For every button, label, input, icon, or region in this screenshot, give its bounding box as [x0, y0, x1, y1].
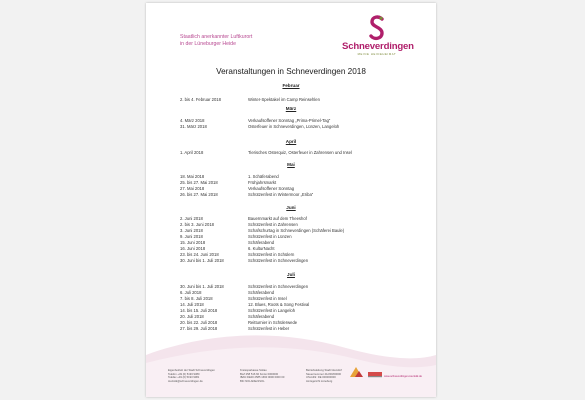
event-name: Schützenfest in Zahrensen	[248, 222, 298, 227]
tagline-line-1: Staatlich anerkannter Luftkurort	[180, 34, 253, 40]
footer-line: Kreissparkasse Soltau	[240, 369, 267, 372]
event-date: 27. bis 29. Juli 2018	[180, 326, 218, 331]
tagline-line-2: in der Lüneburger Heide	[180, 40, 236, 47]
event-name: Schäferabend	[248, 290, 275, 295]
event-name: Schützenfest in Langeloh	[248, 308, 296, 313]
event-name: Schützenfest in Insel	[248, 296, 287, 301]
event-date: 31. März 2018	[180, 124, 207, 129]
logo-s-icon	[367, 15, 387, 41]
event-date: 15. Juni 2018	[180, 240, 206, 245]
footer-line: Telefax +49 (0) 5193 9381	[168, 376, 200, 380]
event-name: Schützenfest in Heber	[248, 326, 290, 331]
event-name: Verkaufsoffener Sonntag	[248, 186, 295, 191]
event-date: 4. März 2018	[180, 118, 205, 123]
event-date: 2. bis 3. Juni 2018	[180, 222, 214, 227]
event-date: 30. Juni bis 1. Juli 2018	[180, 258, 224, 263]
tagline	[180, 34, 252, 48]
event-name: Verkaufsoffener Sonntag „Prima-Primel-Tag“	[248, 118, 331, 123]
event-name: Frühjahrsmarkt	[248, 180, 277, 185]
event-date: 20. Juli 2018	[180, 314, 204, 319]
event-name: 1. Schäferabend	[248, 174, 279, 179]
footer-contact	[168, 369, 215, 383]
event-date: 2. Juni 2018	[180, 216, 203, 221]
event-date: 25. bis 27. Mai 2018	[180, 180, 218, 185]
footer-bank	[240, 369, 284, 383]
event-name: Tierisches Osterquiz, Osterfeuer in Zahrensen und Insel	[248, 150, 352, 155]
event-date: 23. bis 24. Juni 2018	[180, 252, 219, 257]
partner-logos-icon	[346, 363, 386, 381]
event-name: 6. KulturNacht	[248, 246, 275, 251]
footer-line: touristik@schneverdingen.de	[168, 379, 203, 383]
event-date: 2. bis 4. Februar 2018	[180, 97, 221, 102]
footer-line: Eigenbetrieb der Stadt Schneverdingen	[168, 369, 215, 372]
event-date: 9. Juni 2018	[180, 234, 203, 239]
event-date: 6. Juli 2018	[180, 290, 202, 295]
event-date: 1. April 2018	[180, 150, 204, 155]
event-date: 14. Juli 2018	[180, 302, 204, 307]
footer-legal	[306, 369, 342, 383]
month-heading-maerz: März	[285, 106, 297, 111]
event-name: Schäferabend	[248, 240, 275, 245]
document-title: Veranstaltungen in Schneverdingen 2018	[216, 67, 366, 76]
month-heading-april: April	[285, 139, 297, 144]
month-heading-juni: Juni	[286, 205, 296, 210]
event-date: 20. bis 22. Juli 2018	[180, 320, 218, 325]
event-name: Schützenfest in Wintermoor „Eriba“	[248, 192, 314, 197]
event-date: 14. bis 15. Juli 2018	[180, 308, 218, 313]
event-name: Schützenfest in Schneverdingen	[248, 284, 309, 289]
footer-line: Betriebsleitung Stadt Glendorf	[306, 369, 342, 372]
footer-url: www.schneverdingen-touristik.de	[384, 375, 422, 378]
logo-subtitle: MEINE HEIDEHEIMAT	[357, 52, 397, 56]
event-date: 3. Juni 2018	[180, 228, 203, 233]
document-page	[146, 3, 436, 397]
event-date: 18. Mai 2018	[180, 174, 205, 179]
footer-line: USt-IdNr. DE 000000000	[306, 376, 336, 380]
event-date: 7. bis 8. Juli 2018	[180, 296, 213, 301]
event-name: Schützenfest in Schneverdingen	[248, 258, 309, 263]
event-name: Reitturnier in Schülerwede	[248, 320, 298, 325]
event-date: 27. Mai 2018	[180, 186, 205, 191]
logo-name: Schneverdingen	[342, 41, 414, 52]
event-date: 26. bis 27. Mai 2018	[180, 192, 218, 197]
event-name: Schäferabend	[248, 314, 275, 319]
footer-line: IBAN DE00 2585 1660 0000 0000 00	[240, 376, 285, 380]
event-name: Schützenfest in Lünzen	[248, 234, 292, 239]
background-wave	[146, 3, 436, 397]
event-name: 12. Blues, Roots & Song Festival	[248, 302, 310, 307]
event-name: Bauernmarkt auf dem Theeshof	[248, 216, 307, 221]
footer-line: Amtsgericht Lüneburg	[306, 379, 333, 383]
footer-line: BIC NOLADE21SOL	[240, 379, 265, 383]
footer-line: Steuernummer 41/200/00000	[306, 372, 341, 376]
event-date: 30. Juni bis 1. Juli 2018	[180, 284, 224, 289]
footer-line: BLZ 258 516 60 Konto 0000000	[240, 372, 279, 376]
footer-line: Telefon +49 (0) 5193 9380	[168, 372, 200, 376]
month-heading-juli: Juli	[287, 272, 295, 277]
event-name: Winter-Spektakel im Camp Reinsehlen	[248, 97, 320, 102]
month-heading-februar: Februar	[282, 83, 300, 88]
event-name: Osterfeuer in Schneverdingen, Lünzen, Langeloh	[248, 124, 340, 129]
event-name: Schützenfest in Schülern	[248, 252, 295, 257]
event-name: Schafschurtag in Schneverdingen (Schäferei Baule)	[248, 228, 345, 233]
month-heading-mai: Mai	[287, 162, 295, 167]
event-date: 16. Juni 2018	[180, 246, 206, 251]
